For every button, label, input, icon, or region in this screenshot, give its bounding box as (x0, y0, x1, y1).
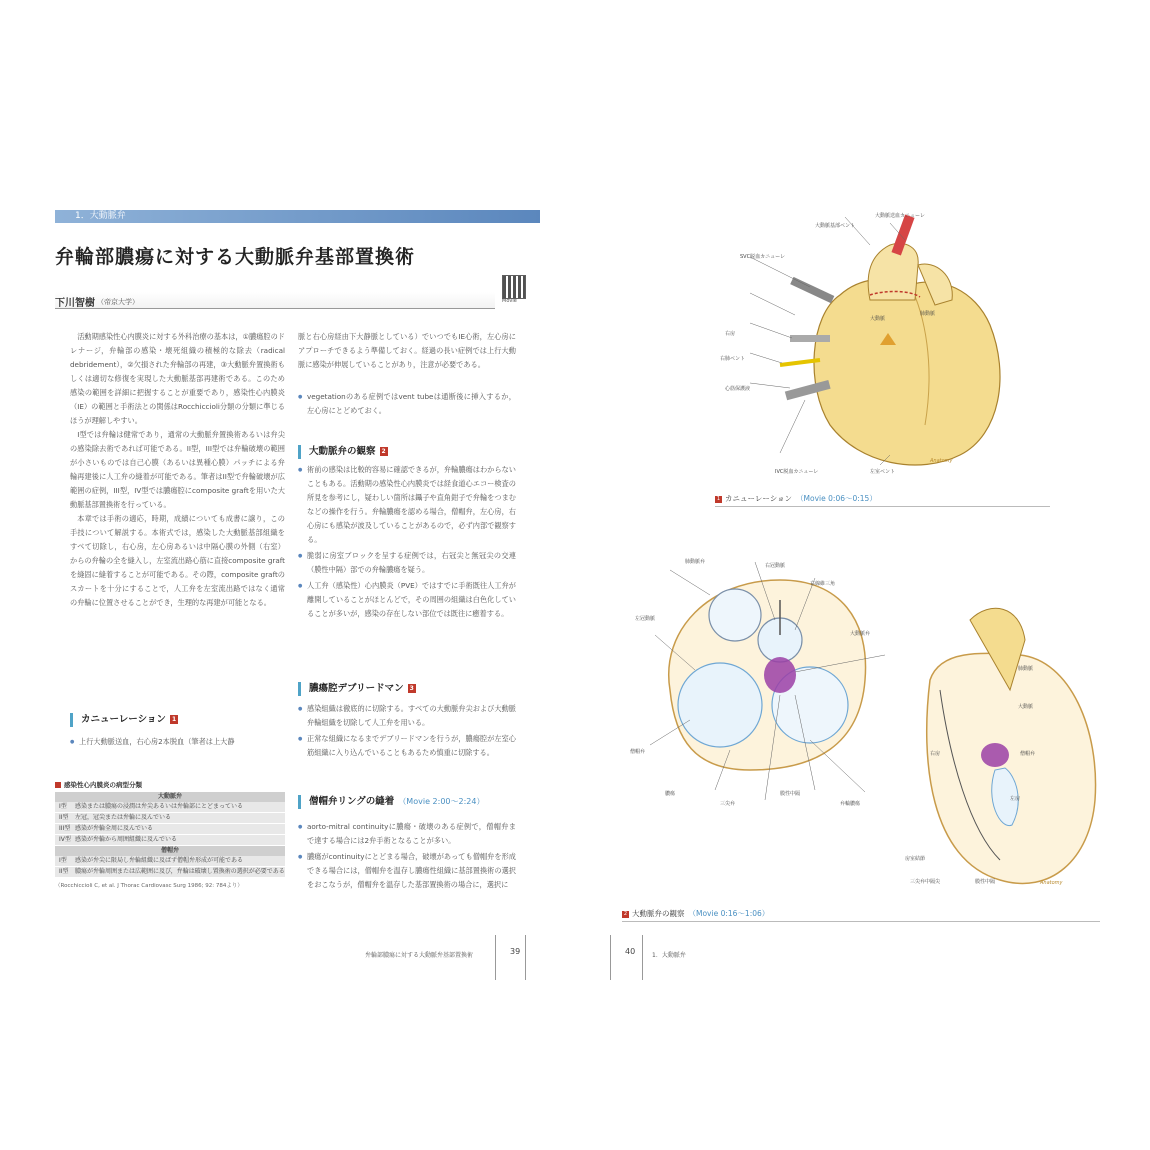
left-page (40, 190, 545, 980)
figure-1-illustration (720, 205, 1060, 490)
row-key: II型 (59, 814, 69, 821)
classification-table (55, 780, 285, 889)
label-right-pv-vent: 右肺ベント (720, 356, 746, 362)
label-membranous-septum: 膜性中隔 (780, 791, 801, 797)
figure-ref-icon: 1 (171, 716, 177, 723)
mitral-valve-shape (678, 663, 762, 747)
footer-divider (610, 935, 611, 980)
row-value: 感染が弁輪全周に及んでいる (75, 825, 154, 832)
label-left-coronary: 左冠動脈 (635, 616, 656, 622)
row-key: IV型 (59, 836, 71, 843)
caption-number-icon: 2 (623, 910, 628, 917)
inspection-body (298, 463, 516, 663)
label-membranous-2: 膜性中隔 (975, 879, 996, 885)
subhead-label: 膿瘍腔デブリードマン (309, 683, 404, 694)
label-svc-cannula: SVC脱血カニューレ (740, 254, 785, 260)
section-bar (55, 210, 540, 223)
label-right-atrium-2: 右房 (930, 751, 941, 757)
label-aortic-root-vent: 大動脈基部ベント (815, 223, 856, 229)
subhead-inspection (298, 445, 388, 459)
mitral-body (298, 820, 516, 935)
table-citation: （Rocchiccioli C, et al. J Thorac Cardiovasc Surg 1986; 92: 784より） (55, 883, 243, 889)
footer-divider (525, 935, 526, 980)
row-key: I型 (59, 857, 67, 864)
subhead-label: 僧帽弁リングの縫着 (309, 796, 395, 807)
label-right-atrium: 右房 (725, 331, 736, 337)
label-fibrous-trigone: 右線維三角 (810, 581, 836, 587)
list-item: ● vegetationのある症例ではvent tubeは通断後に挿入するか，左心房にとどめておく。 (298, 390, 516, 418)
illustrator-signature: Anatomy (930, 458, 953, 464)
subhead-cannulation (70, 713, 178, 727)
table-icon (55, 782, 61, 788)
row-value: 感染が弁輪から周囲組織に及んでいる (75, 836, 178, 843)
paragraph: I型では弁輪は健常であり，通常の大動脈弁置換術あるいは弁尖の感染除去術であれば可能である。II型，III型では弁輪破壊の範囲が小さいものでは自己心膜（あるいは異種心膜）パッチによる弁輪再建後に人工弁の縫着が可能である。筆者はII型で弁輪破壊が広範囲の症例，III型，IV型では膿瘍腔にcomposite graftを用いた大動脈基部置換術を行っている。 (70, 430, 285, 509)
subhead-debridement (298, 682, 416, 696)
caption-number-icon: 1 (716, 495, 721, 502)
list-item: ● 術前の感染は比較的容易に確認できるが，弁輪膿瘍はわからないこともある。活動期の感染性心内膜炎では経食道心エコー検査の所見を参考にし，疑わしい箇所は鑷子や直角鉗子で弁輪をつまむなどの操作を行う。弁輪膿瘍を認める場合，僧帽弁，左心房，右心房にも感染が波及していることがあるので，必ず内部で観察する。 (298, 463, 516, 547)
annular-abscess-shape (981, 743, 1009, 767)
heart-shape (814, 279, 1000, 465)
row-value: 感染または膿瘍の浸潤は弁尖あるいは弁輪部にとどまっている (75, 803, 244, 810)
label-right-coronary: 右冠動脈 (765, 563, 786, 569)
cannulation-body (70, 735, 285, 751)
body-column-2-top (298, 330, 516, 390)
running-footer: 1．大動脈弁 (652, 952, 686, 959)
author-affiliation: （帝京大学） (97, 298, 139, 306)
row-key: II型 (59, 868, 69, 875)
table-row (55, 856, 285, 867)
table-group-header: 大動脈弁 (55, 792, 285, 802)
label-aortic-cannula: 大動脈送血カニューレ (875, 213, 925, 219)
list-item: ● 人工弁（感染性）心内膜炎（PVE）ではすでに手術既往人工弁が離開していることがほとんどで，その周囲の組織は白色化していることが多いが，感染の存在しない部位では既往に癒着する。 (298, 579, 516, 621)
label-tricuspid-septal: 三尖弁中隔尖 (910, 879, 941, 885)
paragraph: 脈と右心房経由下大静脈としている）でいつでもIE心術，左心房にアプローチできるよう準備しておく。経過の長い症例では上行大動脈に感染が伸展していることがあり，注意が必要である。 (298, 332, 516, 369)
label-tricuspid: 三尖弁 (720, 801, 736, 807)
author-name: 下川智樹 (55, 298, 95, 309)
page-number: 40 (625, 947, 636, 956)
figure-2-caption (622, 908, 769, 919)
table-row (55, 835, 285, 846)
vent-cannula-icon (790, 335, 830, 342)
label-lv-vent: 左室ベント (870, 469, 896, 475)
pulmonary-valve-shape (709, 589, 761, 641)
table-row (55, 802, 285, 813)
label-cardioplegia: 心筋保護液 (725, 386, 751, 392)
list-item: ● 膿瘍がcontinuityにとどまる場合，破壊があっても僧帽弁を形成できる場合には，僧帽弁を温存し膿瘍性組織に基部置換術の選択をおこなうが，僧帽弁を温存した基部置換術の場合に，選択に (298, 850, 516, 892)
label-pulmonary-artery: 肺動脈 (920, 311, 936, 317)
page-number: 39 (510, 947, 521, 956)
label-aortic-valve: 大動脈弁 (850, 631, 871, 637)
label-mitral-2: 僧帽弁 (1020, 751, 1036, 757)
list-item: ● 正常な組織になるまでデブリードマンを行うが，膿瘍腔が左室心筋組織に入り込んでいることもあるため慎重に切除する。 (298, 732, 516, 760)
illustrator-signature: Anatomy (1040, 880, 1063, 886)
list-item: ● 脆弱に房室ブロックを呈する症例では，右冠尖と無冠尖の交連（膜性中隔）部での弁輪膿瘍を疑う。 (298, 549, 516, 577)
subhead-label: カニューレーション (81, 714, 166, 725)
label-mitral-valve: 僧帽弁 (630, 749, 646, 755)
figure-2-illustration (640, 560, 1110, 905)
label-aorta: 大動脈 (1018, 704, 1034, 710)
running-footer: 弁輪部膿瘍に対する大動脈弁基部置換術 (365, 952, 474, 959)
paragraph: 活動期感染性心内膜炎に対する外科治療の基本は，①膿瘍腔のドレナージ，弁輪部の感染・壊死組織の積極的な除去（radical debridement），②欠損された弁輪部の再建，③大動脈弁置換術もしくは適切な修復を実現した大動脈基部再建術である。このため感染の範囲を詳細に把握することが重要であり，感染性心内膜炎（IE）の範囲と手術法との関係はRocchiccioli分類の分類に準じるほうが理解しやすい。 (70, 332, 285, 425)
row-value: 感染が弁尖に限局し弁輪組織に及ばず僧帽弁形成が可能である (75, 857, 244, 864)
movie-link[interactable]: （Movie 2:00〜2:24） (398, 797, 485, 806)
row-value: 左冠，冠尖または弁輪に及んでいる (75, 814, 172, 821)
page-title: 弁輪部膿瘍に対する大動脈弁基部置換術 (55, 246, 416, 268)
list-item: ● 上行大動脈送血，右心房2本脱血（筆者は上大静 (70, 735, 285, 749)
body-column-1 (70, 330, 285, 710)
caption-text: カニューレーション (725, 494, 793, 503)
label-ascending-aorta: 大動脈 (870, 316, 886, 322)
table-row (55, 824, 285, 835)
svc-cannula-icon (790, 277, 834, 303)
caption-rule (622, 921, 1100, 922)
table-group-header: 僧帽弁 (55, 846, 285, 856)
movie-link[interactable]: （Movie 0:06〜0:15） (796, 494, 877, 503)
figure-1-caption (715, 493, 877, 504)
label-pulmonary-valve: 肺動脈弁 (685, 559, 706, 565)
subhead-mitral-ring (298, 795, 484, 809)
figure-ref-icon: 3 (409, 685, 414, 692)
footer-divider (495, 935, 496, 980)
vegetation-note (298, 390, 516, 420)
label-av-node: 房室結節 (905, 856, 926, 862)
caption-rule (715, 506, 1050, 507)
movie-link[interactable]: （Movie 0:16〜1:06） (688, 909, 770, 918)
right-page (600, 190, 1120, 980)
label-annular-abscess: 弁輪膿瘍 (840, 801, 861, 807)
qr-label: Movie (502, 298, 517, 304)
table-row (55, 813, 285, 824)
row-key: I型 (59, 803, 67, 810)
label-ivc-cannula: IVC脱血カニューレ (775, 469, 819, 475)
footer-divider (642, 935, 643, 980)
row-value: 膿瘍が弁輪周囲または広範囲に及び，弁輪は破壊し置換術の選択が必要である (75, 868, 285, 875)
author-row (55, 292, 495, 309)
section-label: 1．大動脈弁 (75, 211, 126, 221)
caption-text: 大動脈弁の観察 (632, 909, 685, 918)
label-abscess: 膿瘍 (665, 791, 676, 797)
label-pulmonary-artery-2: 肺動脈 (1018, 666, 1034, 672)
abscess-shape (764, 657, 796, 693)
debridement-body (298, 702, 516, 782)
subhead-label: 大動脈弁の観察 (309, 446, 376, 457)
list-item: ● 感染組織は徹底的に切除する。すべての大動脈弁尖および大動脈弁輪組織を切除して人工弁を用いる。 (298, 702, 516, 730)
figure-ref-icon: 2 (381, 448, 386, 455)
row-key: III型 (59, 825, 71, 832)
table-row (55, 867, 285, 878)
paragraph: 本章では手術の適応，時期，成績についても成書に譲り，この手技について解説する。本術式では，感染した大動脈基部組織をすべて切除し，右心房，左心房あるいは中隔心膜の外側（右室）からの弁輪の全を縫入し，左室流出路心筋に直接composite graftを縫固に縫着することが可能である。その際，composite graftのスカートを十分にすることで，人工弁を左室流出路ではなく通常の弁輪に位置させることができ，生理的な再建が可能となる。 (70, 514, 285, 607)
list-item: ● aorto-mitral continuityに膿瘍・破壊のある症例で，僧帽弁まで達する場合には2弁手術となることが多い。 (298, 820, 516, 848)
label-left-atrium: 左房 (1010, 796, 1021, 802)
qr-code-icon[interactable] (502, 275, 526, 299)
table-title (55, 780, 285, 789)
table-title-text: 感染性心内膜炎の病型分類 (64, 781, 142, 789)
